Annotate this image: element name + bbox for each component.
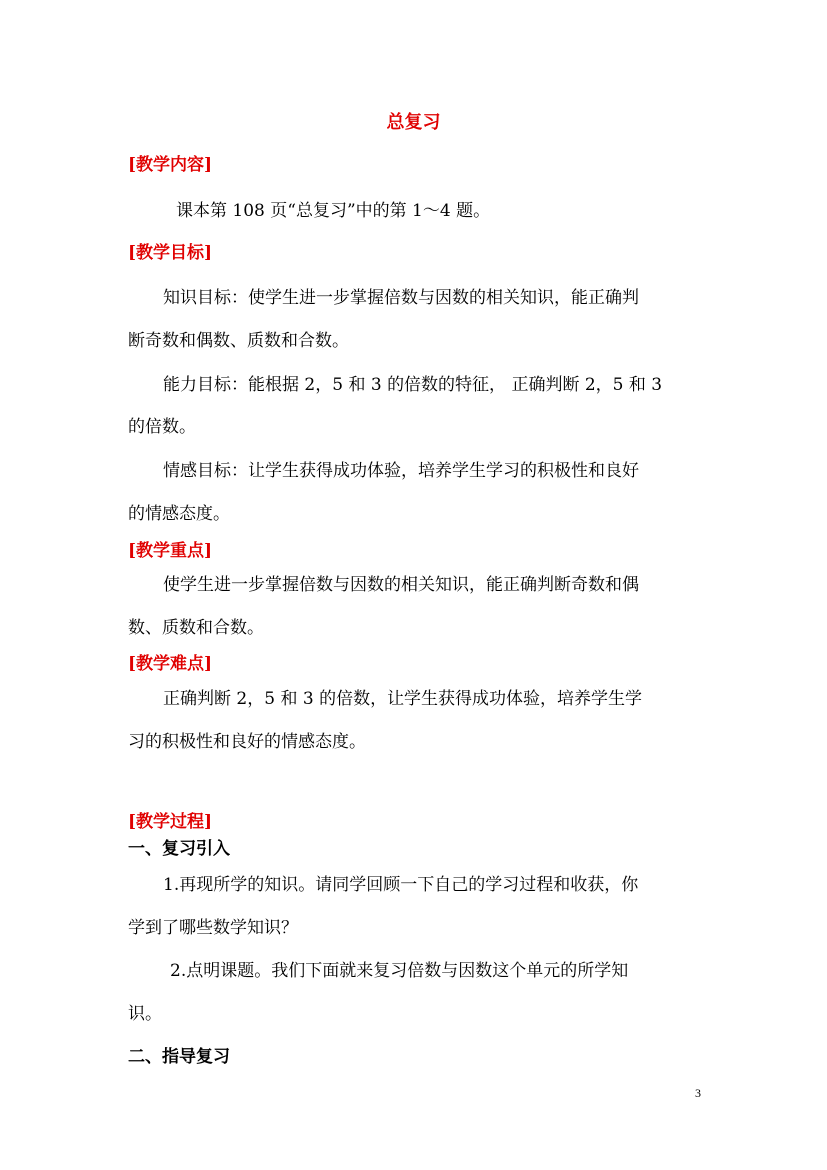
key-line2: 数、质数和合数。 (128, 618, 264, 638)
p2-line1: 2.点明课题。我们下面就来复习倍数与因数这个单元的所学知 (170, 961, 629, 981)
difficult-line1: 正确判断 2，5 和 3 的倍数，让学生获得成功体验，培养学生学 (163, 689, 643, 709)
part2-heading: 二、指导复习 (128, 1047, 230, 1067)
difficult-heading: [教学难点] (128, 654, 213, 674)
page-title: 总复习 (386, 112, 441, 133)
process-heading: [教学过程] (128, 812, 213, 832)
key-line1: 使学生进一步掌握倍数与因数的相关知识，能正确判断奇数和偶 (163, 575, 639, 595)
goal-1-line1: 知识目标：使学生进一步掌握倍数与因数的相关知识，能正确判 (163, 288, 639, 308)
goal-2-line2: 的倍数。 (128, 417, 196, 437)
content-heading: [教学内容] (128, 155, 213, 175)
difficult-line2: 习的积极性和良好的情感态度。 (128, 732, 366, 752)
content-text: 课本第 108 页“总复习”中的第 1～4 题。 (176, 201, 491, 221)
goals-heading: [教学目标] (128, 243, 213, 263)
key-heading: [教学重点] (128, 541, 213, 561)
part1-heading: 一、复习引入 (128, 839, 230, 859)
page-number: 3 (695, 1086, 701, 1100)
goal-3-line2: 的情感态度。 (128, 504, 230, 524)
p1-line1: 1.再现所学的知识。请同学回顾一下自己的学习过程和收获，你 (163, 875, 639, 895)
goal-3-line1: 情感目标：让学生获得成功体验，培养学生学习的积极性和良好 (163, 461, 639, 481)
goal-1-line2: 断奇数和偶数、质数和合数。 (128, 331, 349, 351)
goal-2-line1: 能力目标：能根据 2，5 和 3 的倍数的特征， 正确判断 2，5 和 3 (163, 375, 663, 395)
p2-line2: 识。 (128, 1004, 162, 1024)
p1-line2: 学到了哪些数学知识？ (128, 918, 298, 938)
